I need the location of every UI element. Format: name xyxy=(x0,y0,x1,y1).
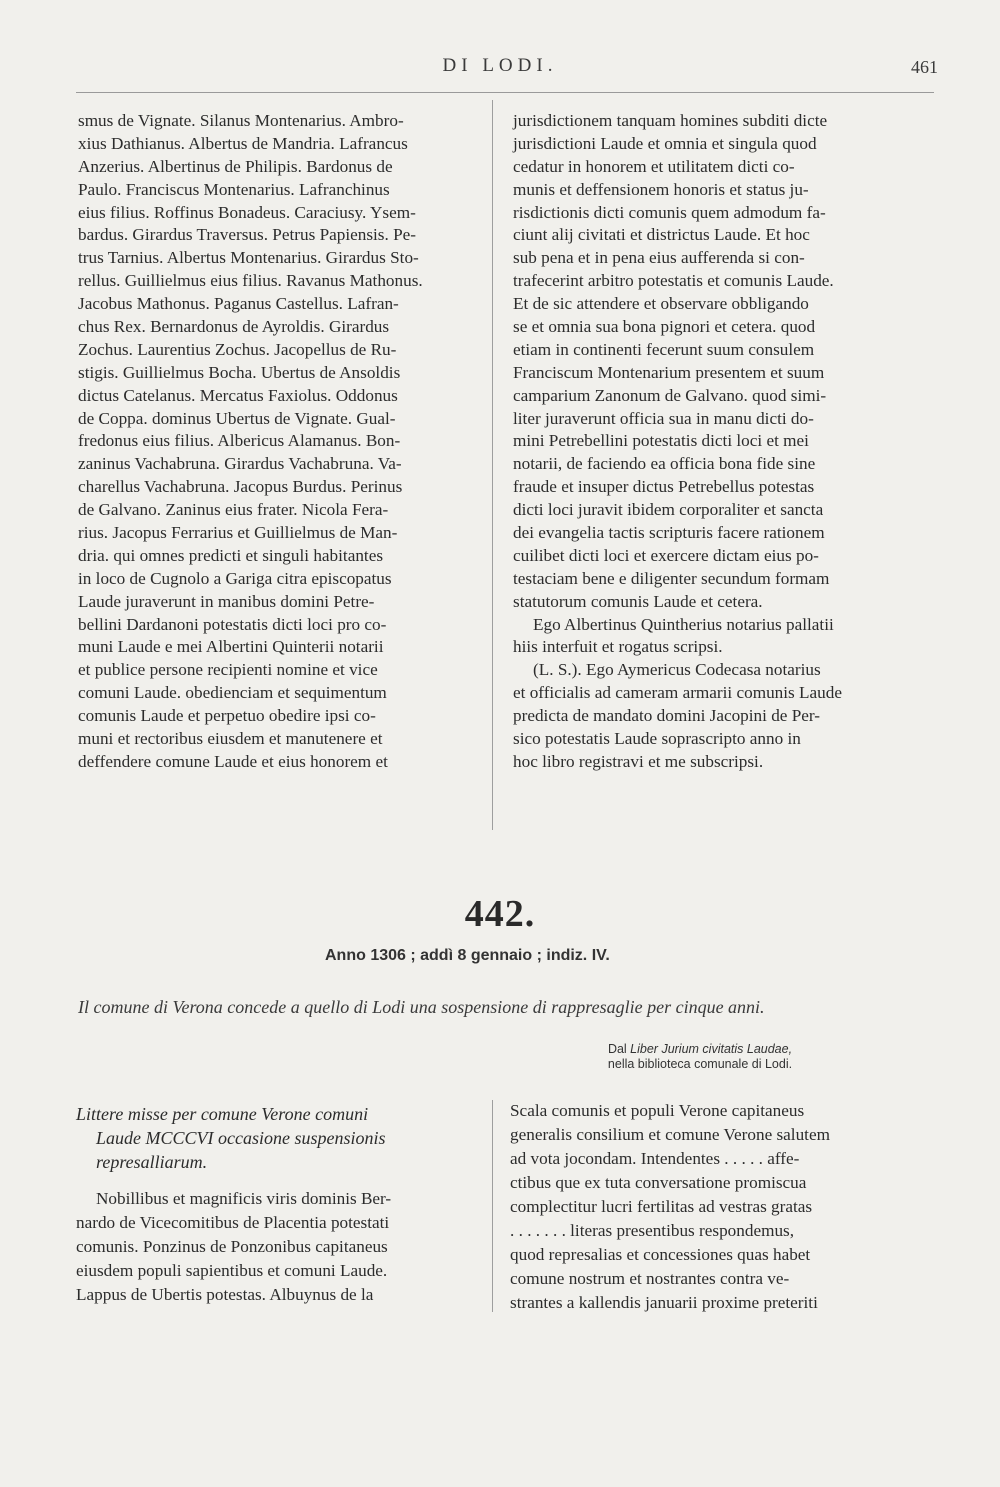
document-number: 442. xyxy=(464,893,536,935)
text-line: sub pena et in pena eius aufferenda si con- xyxy=(513,248,805,268)
text-line: Anzerius. Albertinus de Philipis. Bardonus de xyxy=(78,156,393,176)
running-title: DI LODI. xyxy=(442,55,558,76)
text-line: camparium Zanonum de Galvano. quod simi- xyxy=(513,385,827,405)
text-line: statutorum comunis Laude et cetera. xyxy=(513,591,763,611)
text-line: . . . . . . . literas presentibus respondemus, xyxy=(510,1221,795,1240)
text-line: se et omnia sua bona pignori et cetera. quod xyxy=(513,317,816,337)
text-line: Et de sic attendere et observare obbligando xyxy=(513,294,809,314)
text-line: trus Tarnius. Albertus Montenarius. Girardus Sto- xyxy=(78,248,419,268)
text-line: trafecerint arbitro potestatis et comunis Laude. xyxy=(513,271,834,291)
lower-left-column xyxy=(76,1102,468,1308)
text-line: comune nostrum et nostrantes contra ve- xyxy=(510,1269,790,1288)
text-line: complectitur lucri fertilitas ad vestras gratas xyxy=(510,1197,813,1216)
text-line: notarii, de faciendo ea officia bona fide sine xyxy=(513,454,816,474)
text-line: dei evangelia tactis scripturis facere rationem xyxy=(513,523,825,543)
text-line: rius. Jacopus Ferrarius et Guillielmus de Man- xyxy=(78,523,398,543)
text-line: risdictionis dicti comunis quem admodum fa- xyxy=(513,202,826,222)
text-line: hiis interfuit et rogatus scripsi. xyxy=(513,637,723,657)
text-line: cuilibet dicti loci et exercere dictam eius po- xyxy=(513,545,819,565)
text-line: dictus Catelanus. Mercatus Faxiolus. Oddonus xyxy=(78,385,398,405)
text-line: predicta de mandato domini Jacopini de Per- xyxy=(513,706,821,726)
text-line: Scala comunis et populi Verone capitaneus xyxy=(510,1101,805,1120)
text-line: eiusdem populi sapientibus et comuni Laude. xyxy=(76,1261,388,1280)
upper-left-column xyxy=(78,110,474,774)
letter-heading xyxy=(76,1102,468,1174)
text-line: Laude MCCCVI occasione suspensionis xyxy=(96,1128,386,1148)
source-prefix: Dal xyxy=(607,1042,631,1056)
text-line: fredonus eius filius. Albericus Alamanus. Bon- xyxy=(78,431,401,451)
text-line: munis et deffensionem honoris et status ju- xyxy=(513,179,809,199)
text-line: in loco de Cugnolo a Gariga citra episcopatus xyxy=(78,568,392,588)
text-line: muni Laude e mei Albertini Quinterii notarii xyxy=(78,637,384,657)
column-divider-lower xyxy=(492,1100,493,1312)
text-line: jurisdictioni Laude et omnia et singula quod xyxy=(513,133,817,153)
text-line: Paulo. Franciscus Montenarius. Lafranchinus xyxy=(78,179,390,199)
text-line: jurisdictionem tanquam homines subditi dicte xyxy=(513,111,828,130)
text-line: cedatur in honorem et utilitatem dicti co- xyxy=(513,156,795,176)
header-rule xyxy=(76,92,934,93)
text-line: stigis. Guillielmus Bocha. Ubertus de Ansoldis xyxy=(78,362,401,382)
text-line: eius filius. Roffinus Bonadeus. Caraciusy. Ysem- xyxy=(78,202,416,222)
text-line: generalis consilium et comune Verone salutem xyxy=(510,1125,830,1144)
text-line: bellini Dardanoni potestatis dicti loci pro co- xyxy=(78,614,387,634)
text-line: et publice persone recipienti nomine et vice xyxy=(78,660,378,680)
text-line: Nobillibus et magnificis viris dominis Ber- xyxy=(96,1189,392,1208)
text-line: Littere misse per comune Verone comuni xyxy=(76,1104,369,1124)
column-divider xyxy=(492,100,493,830)
text-line: comunis Laude et perpetuo obedire ipsi co- xyxy=(78,706,376,726)
text-line: de Galvano. Zaninus eius frater. Nicola Fera- xyxy=(78,500,389,520)
text-line: Jacobus Mathonus. Paganus Castellus. Lafran- xyxy=(78,294,399,314)
running-head xyxy=(0,55,1000,85)
text-line: hoc libro registravi et me subscripsi. xyxy=(513,751,764,771)
text-line: xius Dathianus. Albertus de Mandria. Lafrancus xyxy=(78,133,408,153)
text-line: Zochus. Laurentius Zochus. Jacopellus de Ru- xyxy=(78,339,397,359)
page-number: 461 xyxy=(911,57,938,77)
document-date: Anno 1306 ; addì 8 gennaio ; indiz. IV. xyxy=(325,947,610,964)
text-line: sico potestatis Laude soprascripto anno in xyxy=(513,729,801,749)
text-line: ciunt alij civitati et districtus Laude. Et hoc xyxy=(513,225,810,245)
text-line: muni et rectoribus eiusdem et manutenere et xyxy=(78,729,383,749)
text-line: (L. S.). Ego Aymericus Codecasa notarius xyxy=(533,660,821,680)
source-note xyxy=(530,1042,870,1072)
upper-right-column xyxy=(513,110,905,774)
lower-right-column xyxy=(510,1100,905,1316)
text-line: et officialis ad cameram armarii comunis Laude xyxy=(513,683,842,703)
text-line: represalliarum. xyxy=(96,1152,208,1172)
text-line: Lappus de Ubertis potestas. Albuynus de la xyxy=(76,1285,374,1304)
source-location: nella biblioteca comunale di Lodi. xyxy=(607,1057,793,1071)
text-line: charellus Vachabruna. Jacopus Burdus. Perinus xyxy=(78,477,403,497)
text-line: rellus. Guillielmus eius filius. Ravanus Mathonus. xyxy=(78,271,423,291)
letter-body-left xyxy=(76,1188,468,1308)
text-line: chus Rex. Bernardonus de Ayroldis. Girardus xyxy=(78,317,390,337)
text-line: fraude et insuper dictus Petrebellus potestas xyxy=(513,477,815,497)
text-line: Ego Albertinus Quintherius notarius pallatii xyxy=(533,614,834,634)
text-line: liter juraverunt officia sua in manu dicti do- xyxy=(513,408,814,428)
text-line: comuni Laude. obedienciam et sequimentum xyxy=(78,683,387,703)
text-line: dria. qui omnes predicti et singuli habitantes xyxy=(78,545,384,565)
text-line: Laude juraverunt in manibus domini Petre- xyxy=(78,591,375,611)
source-title: Liber Jurium civitatis Laudae, xyxy=(630,1042,793,1056)
text-line: quod represalias et concessiones quas habet xyxy=(510,1245,811,1264)
text-line: ad vota jocondam. Intendentes . . . . . affe- xyxy=(510,1149,800,1168)
text-line: bardus. Girardus Traversus. Petrus Papiensis. Pe- xyxy=(78,225,417,245)
text-line: testaciam bene e diligenter secundum formam xyxy=(513,568,830,588)
text-line: ctibus que ex tuta conversatione promiscua xyxy=(510,1173,807,1192)
text-line: smus de Vignate. Silanus Montenarius. Ambro- xyxy=(78,111,404,130)
text-line: mini Petrebellini potestatis dicti loci et mei xyxy=(513,431,809,451)
text-line: comunis. Ponzinus de Ponzonibus capitaneus xyxy=(76,1237,388,1256)
text-line: Franciscum Montenarium presentem et suum xyxy=(513,362,825,382)
text-line: zaninus Vachabruna. Girardus Vachabruna. Va- xyxy=(78,454,402,474)
document-summary: Il comune di Verona concede a quello di Lodi una sospensione di rappresaglie per cinque anni. xyxy=(78,997,765,1017)
text-line: deffendere comune Laude et eius honorem et xyxy=(78,751,388,771)
text-line: etiam in continenti fecerunt suum consulem xyxy=(513,339,815,359)
text-line: nardo de Vicecomitibus de Placentia potestati xyxy=(76,1213,390,1232)
text-line: dicti loci juravit ibidem corporaliter et sancta xyxy=(513,500,824,520)
text-line: de Coppa. dominus Ubertus de Vignate. Gual- xyxy=(78,408,396,428)
text-line: strantes a kallendis januarii proxime preteriti xyxy=(510,1293,818,1312)
